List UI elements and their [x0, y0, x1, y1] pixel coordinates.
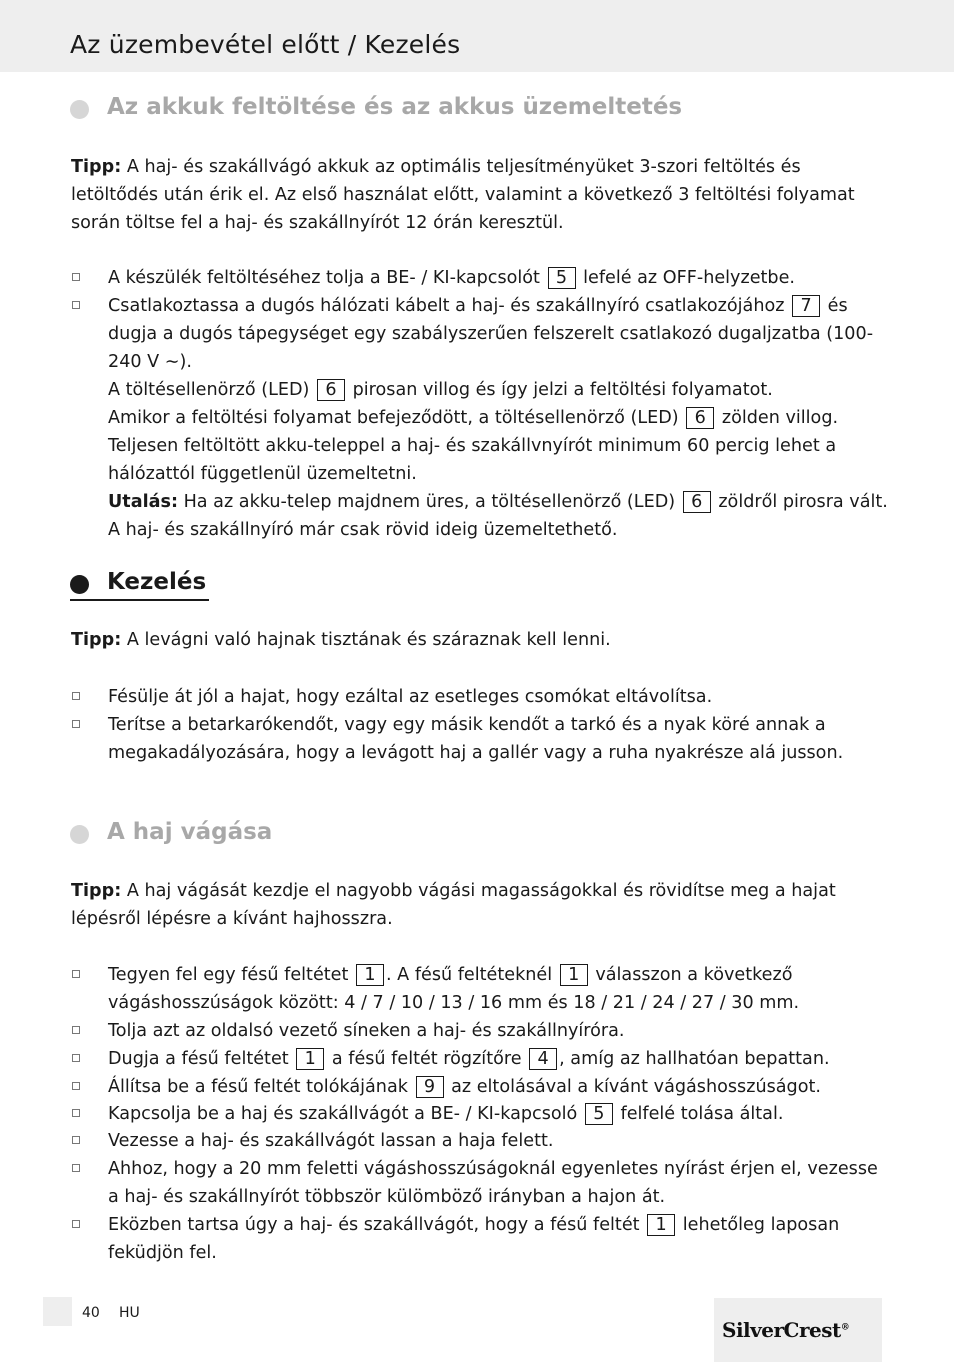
checkbox-icon [72, 1109, 80, 1117]
part-ref: 4 [529, 1048, 557, 1070]
list-item-text: Csatlakoztassa a dugós hálózati kábelt a haj- és szakállnyíró csatlakozójához 7 és dugja a dugós tápegységet egy szabályszerűen felszerelt csatlakozó dugaljzatba (100-240 V ∼). A töltésellenörző (LED) 6 pirosan villog és így jelzi a feltöltési folyamatot. Amikor a feltöltési folyamat befejeződött, a töltésellenörző (LED) 6 zölden villog. Teljesen feltöltött akku-teleppel a haj- és szakállvnyírót minimum 60 percig lehet a hálózattól függetlenül üzemeltetni. Utalás: Ha az akku-telep majdnem üres, a töltésellenörző (LED) 6 zöldről pirosra vált. A haj- és szakállnyíró már csak rövid ideig üzemeltethető. [108, 296, 888, 540]
checkbox-icon [72, 1054, 80, 1062]
part-ref: 6 [686, 407, 714, 429]
page-number: 40 [82, 1305, 100, 1321]
checkbox-icon [72, 720, 80, 728]
list-item-text: Kapcsolja be a haj és szakállvágót a BE- / KI-kapcsoló 5 felfelé tolása által. [108, 1104, 784, 1124]
section-bullet-icon [70, 825, 89, 844]
page-title: Az üzembevétel előtt / Kezelés [70, 30, 461, 59]
checkbox-icon [72, 1026, 80, 1034]
part-ref: 1 [647, 1214, 675, 1236]
section-bullet-icon [70, 575, 89, 594]
section-title-charging: Az akkuk feltöltése és az akkus üzemeltetés [107, 94, 683, 120]
tip-text: A haj- és szakállvágó akkuk az optimális teljesítményüket 3-szori feltöltés és letöltődés után érik el. Az első használat előtt, valamint a következő 3 feltöltési folyamat során töltse fel a haj- és szakállnyírót 12 órán keresztül. [71, 157, 855, 233]
list-item-text: Dugja a fésű feltétet 1 a fésű feltét rögzítőre 4 , amíg az hallhatóan bepattan. [108, 1049, 830, 1069]
section-title-operation: Kezelés [107, 569, 207, 595]
checkbox-icon [72, 301, 80, 309]
tip-text: A haj vágását kezdje el nagyobb vágási magasságokkal és rövidítse meg a hajat lépésről lépésre a kívánt hajhosszra. [71, 881, 836, 929]
list-item-text: Ahhoz, hogy a 20 mm feletti vágáshosszúságoknál egyenletes nyírást érjen el, vezesse a haj- és szakállnyírót többször külömböző irányban a hajon át. [108, 1159, 878, 1207]
part-ref: 5 [548, 267, 576, 289]
part-ref: 5 [585, 1103, 613, 1125]
list-item-text: Állítsa be a fésű feltét tolókájának 9 az eltolásával a kívánt vágáshosszúságot. [108, 1077, 821, 1097]
section-underline [70, 599, 209, 601]
checkbox-icon [72, 1136, 80, 1144]
part-ref: 1 [560, 964, 588, 986]
list-item-text: Vezesse a haj- és szakállvágót lassan a haja felett. [108, 1131, 554, 1151]
brand-logo-text: SilverCrest® [722, 1318, 850, 1342]
list-item-text: Terítse a betarkarókendőt, vagy egy másik kendőt a tarkó és a nyak köré annak a megakadályozására, hogy a levágott haj a gallér vagy a ruha nyakrésze alá jusson. [108, 715, 844, 763]
part-ref: 6 [683, 491, 711, 513]
tip-text: A levágni való hajnak tisztának és száraznak kell lenni. [121, 630, 611, 650]
part-ref: 1 [356, 964, 384, 986]
brand-logo [714, 1298, 882, 1362]
tip-label: Tipp: [71, 630, 122, 650]
checkbox-icon [72, 1082, 80, 1090]
list-item-text: A készülék feltöltéséhez tolja a BE- / KI-kapcsolót 5 lefelé az OFF-helyzetbe. [108, 268, 796, 288]
part-ref: 9 [416, 1076, 444, 1098]
checkbox-icon [72, 692, 80, 700]
checkbox-icon [72, 273, 80, 281]
tip-paragraph-operation [71, 626, 886, 654]
tip-label: Tipp: [71, 881, 122, 901]
tip-paragraph-charging [71, 153, 886, 237]
checkbox-icon [72, 970, 80, 978]
footer-marker [43, 1297, 72, 1326]
tip-paragraph-hair-cutting [71, 877, 886, 933]
note-label: Utalás: [108, 492, 178, 512]
part-ref: 6 [317, 379, 345, 401]
part-ref: 1 [296, 1048, 324, 1070]
list-item-text: Fésülje át jól a hajat, hogy ezáltal az esetleges csomókat eltávolítsa. [108, 687, 713, 707]
section-title-hair-cutting: A haj vágása [107, 819, 273, 845]
list-item-text: Tegyen fel egy fésű feltétet 1 . A fésű feltéteknél 1 válasszon a következő vágáshosszúságok között: 4 / 7 / 10 / 13 / 16 mm és 18 / 21 / 24 / 27 / 30 mm. [108, 965, 800, 1013]
tip-label: Tipp: [71, 157, 122, 177]
part-ref: 7 [792, 295, 820, 317]
checkbox-icon [72, 1164, 80, 1172]
section-bullet-icon [70, 100, 89, 119]
language-code: HU [119, 1305, 140, 1321]
list-item-text: Eközben tartsa úgy a haj- és szakállvágót, hogy a fésű feltét 1 lehetőleg laposan feküdjön fel. [108, 1215, 840, 1263]
checkbox-icon [72, 1220, 80, 1228]
list-item-text: Tolja azt az oldalsó vezető síneken a haj- és szakállnyíróra. [108, 1021, 625, 1041]
